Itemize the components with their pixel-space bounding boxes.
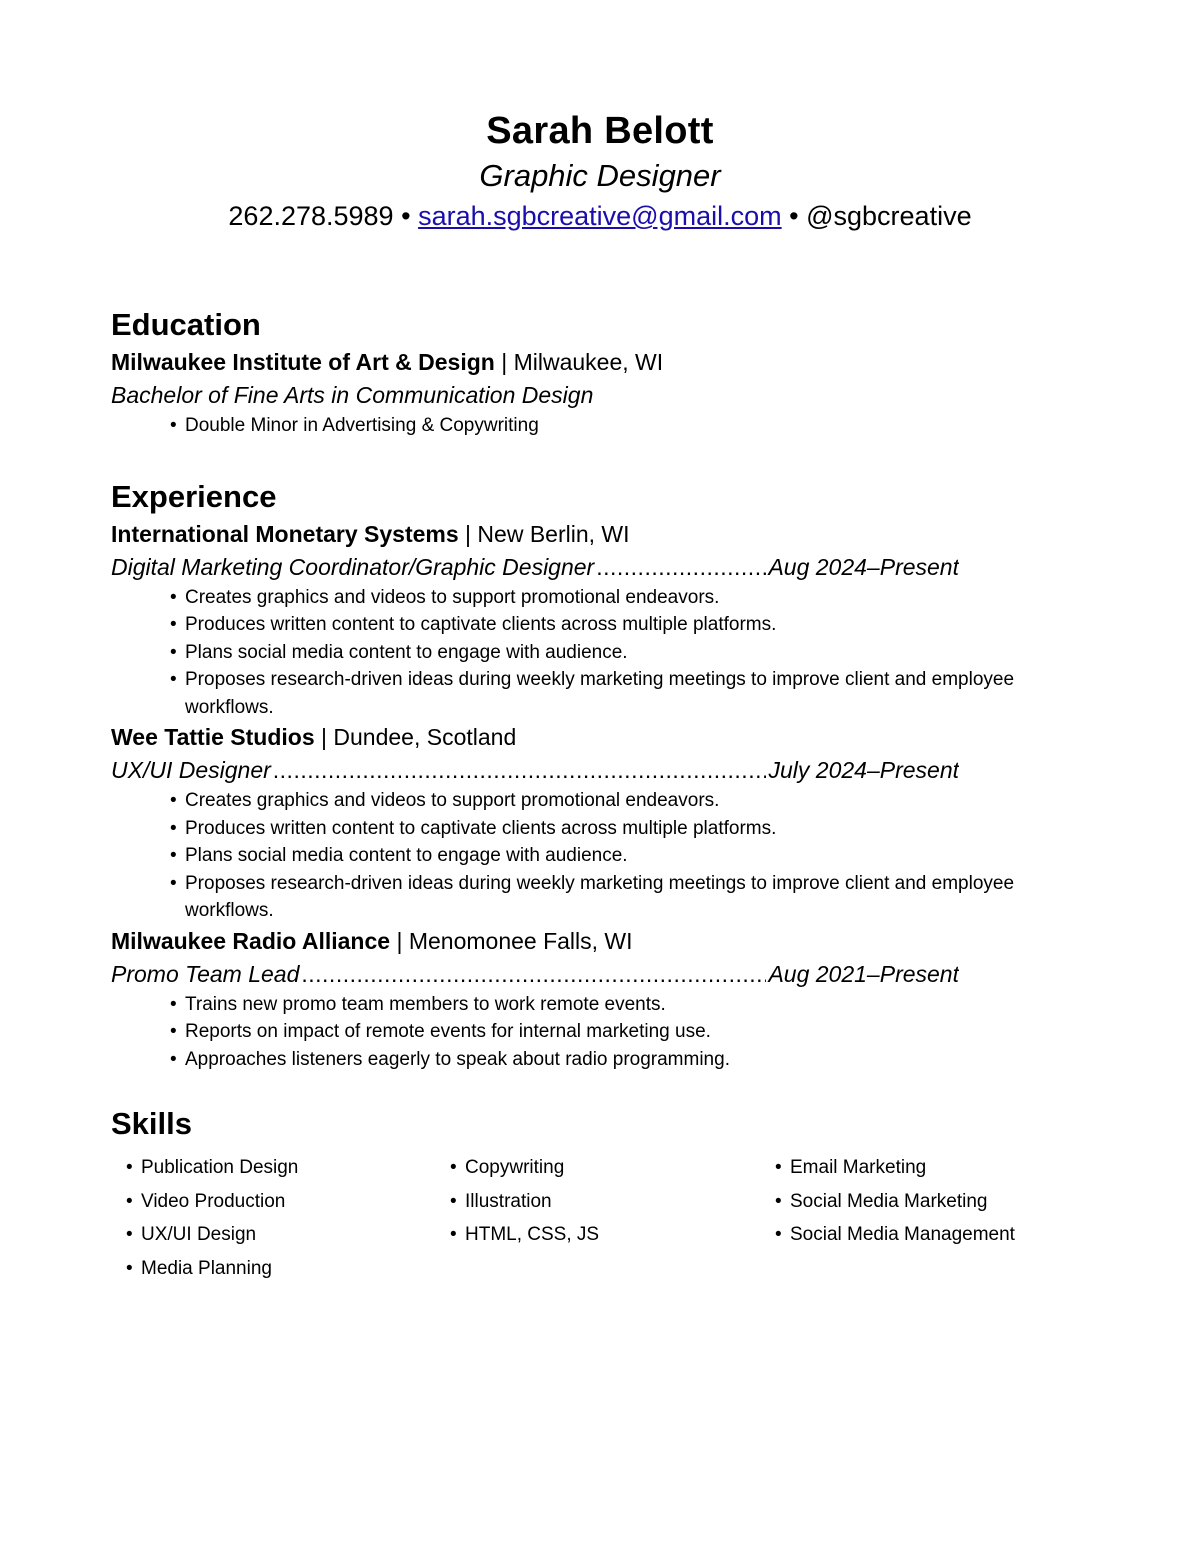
position-title: Digital Marketing Coordinator/Graphic Designer xyxy=(111,553,595,580)
school-location: Milwaukee, WI xyxy=(513,349,664,375)
resume-body xyxy=(111,304,1091,1285)
list-item: • Trains new promo team members to work remote events. xyxy=(185,991,1091,1019)
position-line xyxy=(111,957,959,991)
degree-title: Bachelor of Fine Arts in Communication Design xyxy=(111,382,594,408)
job-bullets xyxy=(111,991,1091,1074)
location-separator: | xyxy=(396,927,403,954)
social-handle: @sgbcreative xyxy=(806,201,972,231)
education-section xyxy=(111,304,1091,440)
job-entry xyxy=(111,518,1091,722)
list-item: • Plans social media content to engage with audience. xyxy=(185,842,1091,870)
job-bullets xyxy=(111,787,1091,925)
dot-leader xyxy=(301,957,766,991)
school-name: Milwaukee Institute of Art & Design xyxy=(111,349,495,375)
phone-number: 262.278.5989 xyxy=(228,201,394,231)
skill-item: • Email Marketing xyxy=(790,1151,1090,1185)
list-item: • Produces written content to captivate clients across multiple platforms. xyxy=(185,815,1091,843)
contact-separator: • xyxy=(401,201,411,231)
list-item: • Produces written content to captivate clients across multiple platforms. xyxy=(185,611,1091,639)
position-title: Promo Team Lead xyxy=(111,960,300,987)
position-dates: Aug 2024–Present xyxy=(768,553,959,580)
dot-leader xyxy=(596,550,766,584)
job-entry xyxy=(111,925,1091,1074)
skill-item: • Video Production xyxy=(141,1185,435,1219)
company-name: International Monetary Systems xyxy=(111,520,459,547)
skill-item: • Media Planning xyxy=(141,1252,435,1286)
experience-heading: Experience xyxy=(111,478,277,514)
job-entry xyxy=(111,721,1091,925)
company-location: Dundee, Scotland xyxy=(333,724,517,750)
contact-separator: • xyxy=(789,201,799,231)
dot-leader xyxy=(273,753,767,787)
location-separator: | xyxy=(465,520,472,547)
experience-section xyxy=(111,476,1091,1074)
list-item: • Approaches listeners eagerly to speak about radio programming. xyxy=(185,1046,1091,1074)
skill-item: • Social Media Marketing xyxy=(790,1185,1090,1219)
skill-item: • UX/UI Design xyxy=(141,1218,435,1252)
skill-item: • Publication Design xyxy=(141,1151,435,1185)
skill-item: • Social Media Management xyxy=(790,1218,1090,1252)
position-dates: Aug 2021–Present xyxy=(768,960,959,987)
email-link[interactable]: sarah.sgbcreative@gmail.com xyxy=(418,201,782,231)
list-item: • Creates graphics and videos to support promotional endeavors. xyxy=(185,787,1091,815)
candidate-name: Sarah Belott xyxy=(486,110,714,152)
skills-column xyxy=(760,1151,1090,1285)
location-separator: | xyxy=(501,349,508,375)
job-bullets xyxy=(111,584,1091,722)
company-location: New Berlin, WI xyxy=(477,520,630,547)
position-line xyxy=(111,550,959,584)
company-name: Milwaukee Radio Alliance xyxy=(111,927,391,954)
skill-item: • Copywriting xyxy=(465,1151,760,1185)
company-line xyxy=(111,721,1091,753)
school-line xyxy=(111,346,1091,378)
list-item: • Plans social media content to engage with audience. xyxy=(185,639,1091,667)
position-title: UX/UI Designer xyxy=(111,757,271,783)
skill-item: • Illustration xyxy=(465,1185,760,1219)
skills-heading: Skills xyxy=(111,1106,192,1141)
position-line xyxy=(111,753,959,787)
list-item: • Double Minor in Advertising & Copywriting xyxy=(185,412,1091,440)
company-name: Wee Tattie Studios xyxy=(111,724,315,750)
contact-line xyxy=(0,198,1200,234)
company-line xyxy=(111,518,1091,550)
position-dates: July 2024–Present xyxy=(768,757,959,783)
list-item: • Reports on impact of remote events for internal marketing use. xyxy=(185,1018,1091,1046)
location-separator: | xyxy=(321,724,327,750)
list-item: • Proposes research-driven ideas during weekly marketing meetings to improve client and employee workflows. xyxy=(185,870,1091,925)
candidate-role: Graphic Designer xyxy=(479,158,721,193)
skills-column xyxy=(435,1151,760,1285)
company-line xyxy=(111,925,1091,957)
list-item: • Creates graphics and videos to support promotional endeavors. xyxy=(185,584,1091,612)
skills-column xyxy=(111,1151,435,1285)
company-location: Menomonee Falls, WI xyxy=(408,927,633,954)
list-item: • Proposes research-driven ideas during weekly marketing meetings to improve client and employee workflows. xyxy=(185,666,1091,721)
skill-item: • HTML, CSS, JS xyxy=(465,1218,760,1252)
resume-header xyxy=(0,108,1200,234)
skills-columns xyxy=(111,1151,1091,1285)
education-bullets xyxy=(111,412,1091,440)
education-heading: Education xyxy=(111,307,261,342)
skills-section xyxy=(111,1103,1091,1285)
